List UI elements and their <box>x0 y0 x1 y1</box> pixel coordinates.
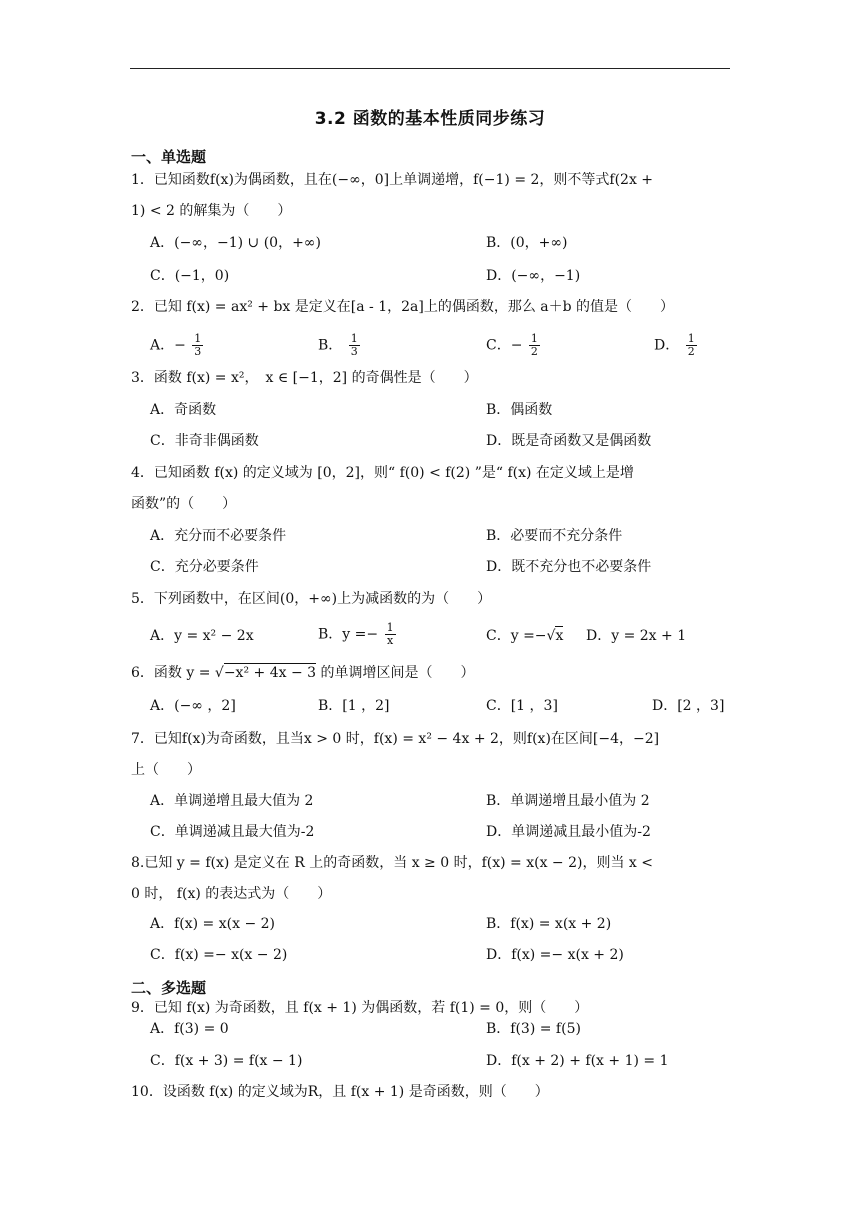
section-heading-multiple-choice: 二、多选题 <box>131 979 207 997</box>
page-title: 3.2 函数的基本性质同步练习 <box>314 109 546 129</box>
question-2-option-a-label: A．− <box>150 337 186 354</box>
question-5-option-b <box>318 622 398 647</box>
question-8-option-a: A．f(x) = x(x − 2) <box>150 916 275 932</box>
question-1-line-1: 1．已知函数f(x)为偶函数，且在(−∞，0]上单调递增，f(−1) = 2，则不等式f(2x + <box>131 172 654 188</box>
question-2-option-b <box>318 333 362 358</box>
section-heading-single-choice: 一、单选题 <box>131 148 207 166</box>
question-2-option-b-label: B． <box>318 337 343 354</box>
question-8-option-c: C．f(x) =− x(x − 2) <box>150 947 288 963</box>
question-2-option-d-label: D． <box>654 337 680 354</box>
question-1-line-2: 1) < 2 的解集为（ ） <box>131 203 292 219</box>
question-4-line-1: 4．已知函数 f(x) 的定义域为 [0，2]，则“ f(0) < f(2) ”是“ f(x) 在定义域上是增 <box>131 465 634 481</box>
fraction: $\frac{1}{3}$ <box>194 332 202 358</box>
question-9-option-b: B．f(3) = f(5) <box>486 1021 581 1037</box>
question-4-option-a: A．充分而不必要条件 <box>150 528 287 544</box>
question-6-option-b: B．[1 ，2] <box>318 698 390 714</box>
question-8-line-1: 8.已知 y = f(x) 是定义在 R 上的奇函数，当 x ≥ 0 时，f(x) = x(x − 2)，则当 x < <box>131 855 653 871</box>
question-3-option-b: B．偶函数 <box>486 402 553 418</box>
fraction: $\frac{1}{x}$ <box>386 621 394 647</box>
question-10-line-1: 10．设函数 f(x) 的定义域为R，且 f(x + 1) 是奇函数，则（ ） <box>131 1084 549 1100</box>
question-8-option-b: B．f(x) = x(x + 2) <box>486 916 612 932</box>
question-9-option-d: D．f(x + 2) + f(x + 1) = 1 <box>486 1053 669 1069</box>
question-3-option-c: C．非奇非偶函数 <box>150 433 259 449</box>
header-rule <box>130 68 730 69</box>
question-8-option-d: D．f(x) =− x(x + 2) <box>486 947 624 963</box>
question-6-option-c: C．[1 ，3] <box>486 698 558 714</box>
question-5-line-1: 5．下列函数中，在区间(0，+∞)上为减函数的为（ ） <box>131 591 492 607</box>
question-6-stem-end: 的单调增区间是（ ） <box>316 665 475 681</box>
sqrt-symbol: √ <box>546 628 556 644</box>
question-2-line-1: 2．已知 f(x) = ax² + bx 是定义在[a - 1，2a]上的偶函数，那么 a＋b 的值是（ ） <box>131 299 675 315</box>
question-7-option-d: D．单调递减且最小值为-2 <box>486 824 651 840</box>
fraction: $\frac{1}{2}$ <box>687 332 695 358</box>
question-1-option-d: D．(−∞，−1) <box>486 268 581 284</box>
question-3-option-a: A．奇函数 <box>150 402 217 418</box>
question-2-option-d <box>654 333 699 358</box>
question-4-option-d: D．既不充分也不必要条件 <box>486 559 652 575</box>
question-6-option-a: A．(−∞ ，2] <box>150 698 236 714</box>
sqrt-radicand: −x² + 4x − 3 <box>223 665 317 681</box>
question-1-option-a: A．(−∞，−1) ∪ (0，+∞) <box>150 235 321 251</box>
question-2-option-c-label: C．− <box>486 337 523 354</box>
question-5-option-c-label: C．y =− <box>486 628 547 644</box>
question-4-option-b: B．必要而不充分条件 <box>486 528 623 544</box>
question-3-line-1: 3．函数 f(x) = x²， x ∈ [−1，2] 的奇偶性是（ ） <box>131 370 478 386</box>
question-4-line-2: 函数”的（ ） <box>131 496 237 512</box>
sqrt-symbol: √ <box>214 665 224 681</box>
question-7-option-a: A．单调递增且最大值为 2 <box>150 793 314 809</box>
question-1-option-c: C．(−1，0) <box>150 268 230 284</box>
question-9-option-c: C．f(x + 3) = f(x − 1) <box>150 1053 303 1069</box>
question-9-option-a: A．f(3) = 0 <box>150 1021 229 1037</box>
question-4-option-c: C．充分必要条件 <box>150 559 259 575</box>
question-3-option-d: D．既是奇函数又是偶函数 <box>486 433 652 449</box>
fraction: $\frac{1}{3}$ <box>350 332 358 358</box>
question-7-option-b: B．单调递增且最小值为 2 <box>486 793 650 809</box>
question-7-option-c: C．单调递减且最大值为-2 <box>150 824 315 840</box>
question-2-option-a <box>150 333 205 358</box>
question-5-option-a: A．y = x² − 2x <box>150 628 254 644</box>
question-1-option-b: B．(0，+∞) <box>486 235 568 251</box>
question-6-line-1 <box>131 663 475 683</box>
question-7-line-2: 上（ ） <box>131 762 201 778</box>
sqrt-radicand: x <box>555 628 564 644</box>
question-8-line-2: 0 时， f(x) 的表达式为（ ） <box>131 886 332 902</box>
question-5-option-c <box>486 626 563 646</box>
question-7-line-1: 7．已知f(x)为奇函数，且当x > 0 时，f(x) = x² − 4x + 2，则f(x)在区间[−4，−2] <box>131 731 660 747</box>
question-5-option-d: D．y = 2x + 1 <box>586 628 687 644</box>
question-6-stem-start: 6．函数 y = <box>131 665 215 681</box>
question-9-line-1: 9．已知 f(x) 为奇函数，且 f(x + 1) 为偶函数，若 f(1) = 0，则（ ） <box>131 1000 589 1016</box>
question-5-option-b-label: B．y =− <box>318 626 379 643</box>
question-6-option-d: D．[2 ，3] <box>652 698 725 714</box>
fraction: $\frac{1}{2}$ <box>530 332 538 358</box>
question-2-option-c <box>486 333 542 358</box>
